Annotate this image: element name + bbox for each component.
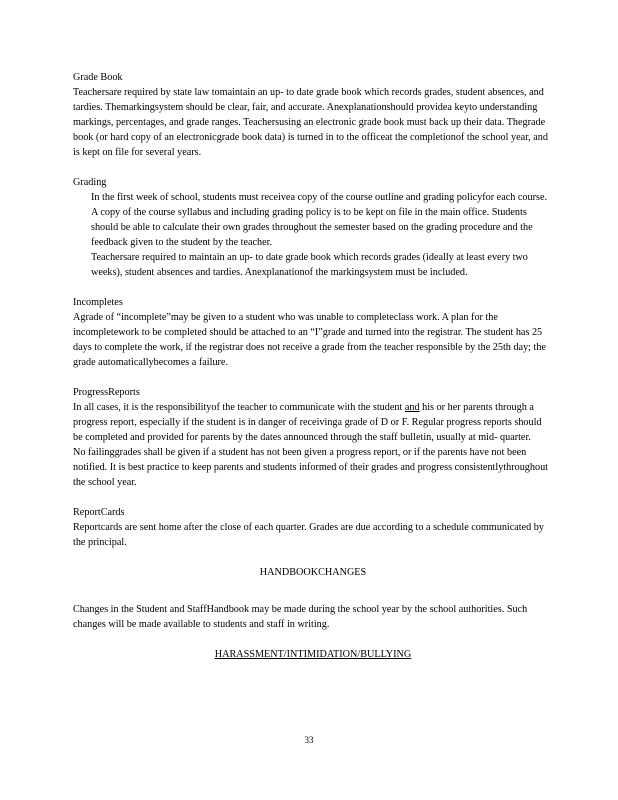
paragraph-incompletes: Agrade of “incomplete”may be given to a student who was unable to completeclass work. A plan for the incompletework to be completed should be attached to an “I”grade and turned into the registrar. The student has 25 days to complete the work, if the registrar does not receive a grade from the teacher responsible by the 25th day; the grade automaticallybecomes a failure. [73, 312, 546, 368]
section-title-progress-reports: ProgressReports [73, 387, 140, 398]
paragraph-grade-book: Teachersare required by state law tomaintain an up- to date grade book which records grades, student absences, and tardies. Themarkingsystem should be clear, fair, and accurate. Anexplanationshould providea keyto understanding markings, percentages, and grade ranges. Teachersusing an electronic grade book must back up their data. Thegrade book (or hard copy of an electronicgrade book data) is turned in to the officeat the completionof the school year, and is kept on file for several years. [73, 87, 548, 158]
page-number: 33 [304, 735, 314, 745]
paragraph-progress-reports-2: No failinggrades shall be given if a student has not been given a progress report, or if the parents have not been notified. It is best practice to keep parents and students informed of their grades and progress consistentlythroughout the school year. [73, 447, 549, 488]
progress-underlined-and: and [404, 402, 420, 413]
section-report-cards [73, 505, 553, 550]
document-page [73, 70, 553, 684]
section-handbook-changes [73, 602, 553, 632]
progress-text-before: In all cases, it is the responsibilityof the teacher to communicate with the student [73, 402, 405, 413]
paragraph-grading-2: Teachersare required to maintain an up- to date grade book which records grades (ideally at least every two weeks), student absences and tardies. Anexplanationof the markingsystem must be included. [91, 252, 528, 278]
section-title-incompletes: Incompletes [73, 297, 123, 308]
section-title-grading: Grading [73, 177, 107, 188]
section-grade-book [73, 70, 553, 160]
section-title-grade-book: Grade Book [73, 72, 123, 83]
section-progress-reports [73, 385, 553, 490]
section-incompletes [73, 295, 553, 370]
section-title-report-cards: ReportCards [73, 507, 125, 518]
grading-indented-block [73, 190, 553, 280]
paragraph-report-cards: Reportcards are sent home after the close of each quarter. Grades are due according to a schedule communicated by the principal. [73, 522, 544, 548]
paragraph-handbook-changes: Changes in the Student and StaffHandbook may be made during the school year by the school authorities. Such changes will be made available to students and staff in writing. [73, 604, 528, 630]
section-grading [73, 175, 553, 280]
heading-handbook-changes: HANDBOOKCHANGES [259, 567, 367, 578]
progress-text-after: his or her parents through a progress report, especially if the student is in danger of receivinga grade of D or F. Regular progress reports should be completed and provided for parents by the dates announced through the staff bulletin, usually at mid- quarter. [73, 402, 542, 443]
paragraph-progress-reports-1 [73, 400, 553, 445]
paragraph-grading-1: In the first week of school, students must receivea copy of the course outline and grading policyfor each course. A copy of the course syllabus and including grading policy is to be kept on file in the main office. Students should be able to calculate their own grades throughout the semester based on the grading procedure and the feedback given to the student by the teacher. [91, 192, 548, 248]
heading-harassment: HARASSMENT/INTIMIDATION/BULLYING [214, 649, 412, 660]
